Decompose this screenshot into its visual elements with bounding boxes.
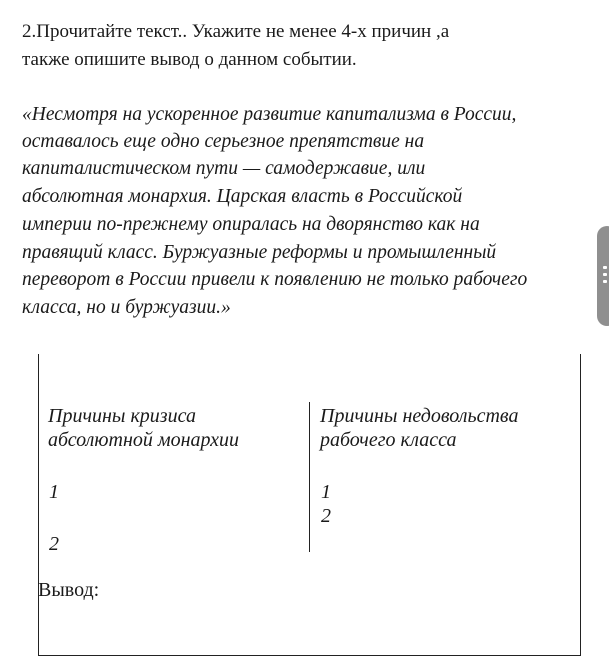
quote-line-4: абсолютная монархия. Царская власть в Российской	[22, 186, 463, 207]
quote-line-5: империи по-прежнему опиралась на дворянство как на	[22, 214, 480, 235]
right-header-line-2: рабочего класса	[320, 429, 457, 451]
table-left-border	[38, 354, 39, 656]
grip-icon	[603, 280, 607, 283]
left-header-line-2: абсолютной монархии	[48, 429, 240, 451]
quote-line-6: правящий класс. Буржуазные реформы и промышленный	[22, 242, 497, 263]
conclusion-label: Вывод:	[38, 579, 100, 601]
right-header-line-1: Причины недовольства	[320, 405, 519, 427]
task-line-1: 2.Прочитайте текст.. Укажите не менее 4-х причин ,а	[22, 21, 450, 42]
quote-line-3: капиталистическом пути — самодержавие, или	[22, 158, 426, 179]
right-item-number-2: 2	[321, 505, 331, 527]
table-right-border	[580, 354, 581, 656]
right-item-number-1: 1	[321, 481, 331, 503]
quote-line-2: оставалось еще одно серьезное препятствие на	[22, 131, 425, 152]
left-header-line-1: Причины кризиса	[48, 405, 196, 427]
grip-icon	[603, 273, 607, 276]
table-column-divider	[309, 402, 310, 552]
left-item-number-1: 1	[49, 481, 59, 503]
quote-line-7: переворот в России привели к появлению не только рабочего	[22, 269, 528, 290]
quote-line-8: класса, но и буржуазии.»	[22, 297, 231, 318]
grip-icon	[603, 266, 607, 269]
quote-line-1: «Несмотря на ускоренное развитие капитализма в России,	[22, 104, 517, 125]
side-scroll-handle[interactable]	[597, 226, 609, 326]
task-line-2: также опишите вывод о данном событии.	[22, 49, 357, 70]
left-item-number-2: 2	[49, 533, 59, 555]
table-bottom-border	[38, 655, 581, 656]
